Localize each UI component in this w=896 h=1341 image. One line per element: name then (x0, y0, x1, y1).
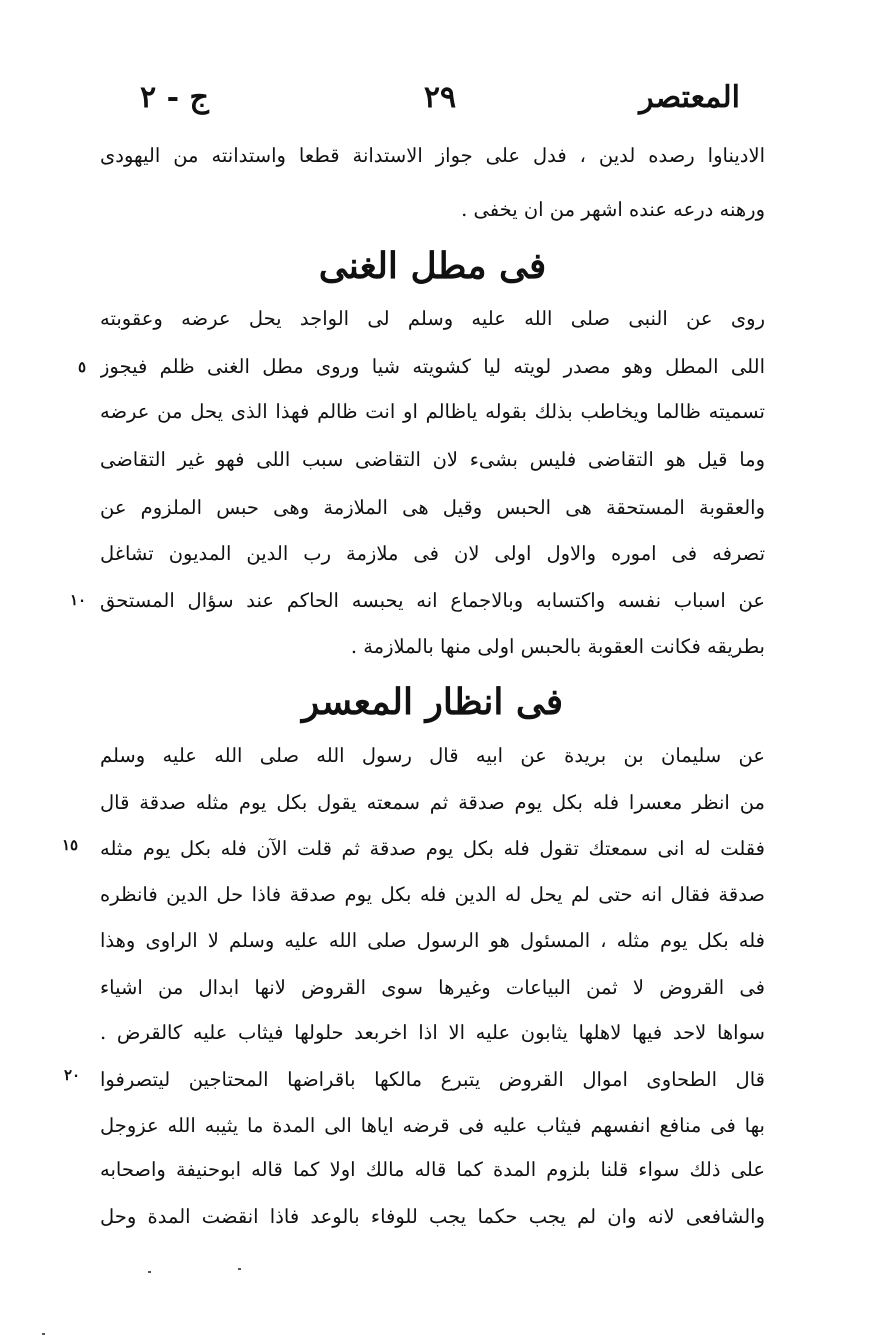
text-line: قال الطحاوى اموال القروض يتبرع مالكها باقراضها المحتاجين ليتصرفوا (100, 1068, 765, 1091)
text-line: فله بكل يوم مثله ، المسئول هو الرسول صلى الله عليه وسلم لا الراوى وهذا (100, 929, 765, 952)
scan-speck (148, 1271, 151, 1273)
text-line: وما قيل هو التقاضى فليس بشىء لان التقاضى سبب اللى فهو غير التقاضى (100, 448, 765, 471)
text-line: بها فى منافع انفسهم فيثاب عليه فى قرضه اياها الى المدة ما يثيبه الله عزوجل (100, 1114, 765, 1137)
text-line: والعقوبة المستحقة هى الحبس وقيل هى الملازمة وهى حبس الملزوم عن (100, 496, 765, 519)
section-heading: فى انظار المعسر (301, 681, 564, 723)
text-line: سواها لاحد فيها لاهلها يثابون عليه الا اذا اخربعد حلولها فيثاب عليه كالقرض . (100, 1021, 765, 1044)
text-line: تسميته ظالما ويخاطب بذلك بقوله ياظالم او انت ظالم فهذا الذى يحل من عرضه (100, 400, 765, 423)
text-line: على ذلك سواء قلنا بلزوم المدة كما قاله مالك اولا كما قاله ابوحنيفة واصحابه (100, 1158, 765, 1181)
text-line: صدقة فقال انه حتى لم يحل له الدين فله بكل يوم صدقة فاذا حل الدين فانظره (100, 883, 765, 906)
text-line: والشافعى لانه وان لم يجب حكما يجب للوفاء بالوعد فاذا انقضت المدة وحل (100, 1205, 765, 1228)
line-number: ١٠ (69, 591, 87, 609)
text-line: روى عن النبى صلى الله عليه وسلم لى الواجد يحل عرضه وعقوبته (100, 307, 765, 330)
text-line: الاديناوا رصده لدين ، فدل على جواز الاستدانة قطعا واستدانته من اليهودى (100, 144, 765, 167)
scan-speck (42, 1333, 45, 1335)
line-number: ١٥ (61, 836, 79, 854)
text-line: تصرفه فى اموره والاول اولى لان فى ملازمة رب الدين المديون تشاغل (100, 542, 765, 565)
text-line: فقلت له انى سمعتك تقول فله بكل يوم صدقة ثم قلت الآن فله بكل يوم مثله (100, 837, 765, 860)
page-header (140, 80, 740, 124)
text-line: فى القروض لا ثمن البياعات وغيرها سوى القروض لانها ابدال من اشياء (100, 976, 765, 999)
text-line: عن اسباب نفسه واكتسابه وبالاجماع انه يحبسه الحاكم عند سؤال المستحق (100, 589, 765, 612)
volume-label: ج - ٢ (140, 80, 209, 115)
line-number: ٢٠ (63, 1066, 81, 1084)
text-line: ورهنه درعه عنده اشهر من ان يخفى . (461, 198, 765, 221)
text-line: عن سليمان بن بريدة عن ابيه قال رسول الله صلى الله عليه وسلم (100, 744, 765, 767)
text-line: بطريقه فكانت العقوبة بالحبس اولى منها بالملازمة . (350, 635, 765, 658)
text-line: من انظر معسرا فله بكل يوم صدقة ثم سمعته يقول بكل يوم مثله صدقة قال (100, 791, 765, 814)
section-heading: فى مطل الغنى (318, 245, 547, 287)
line-number: ٥ (77, 358, 87, 376)
running-title: المعتصر (639, 80, 740, 115)
text-line: اللى المطل وهو مصدر لويته ليا كشويته شيا وروى مطل الغنى ظلم فيجوز (100, 355, 765, 378)
page-number: ٢٩ (423, 80, 457, 115)
scan-speck (238, 1268, 241, 1270)
